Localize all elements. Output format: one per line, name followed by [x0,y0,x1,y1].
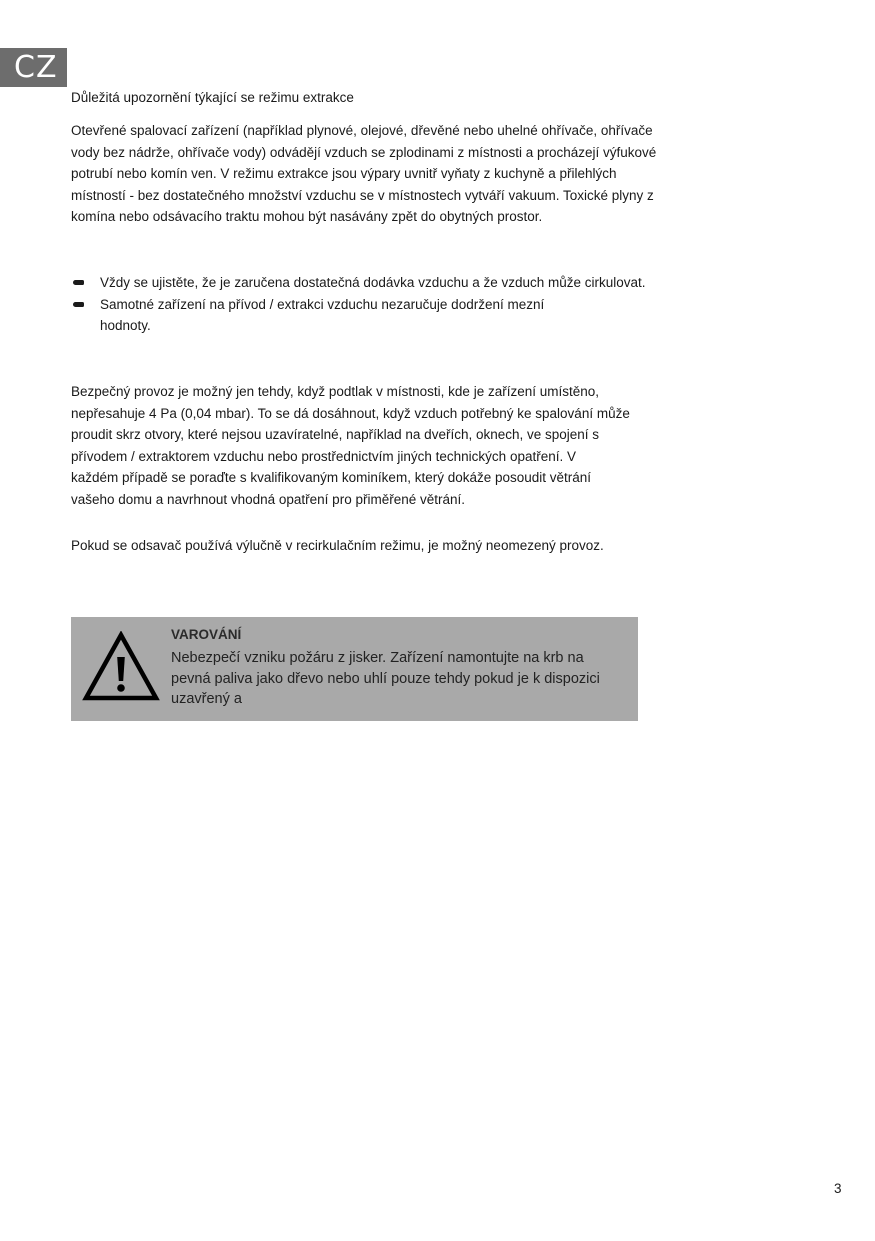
bullet-icon [73,280,84,285]
warning-line: pevná paliva jako dřevo nebo uhlí pouze tehdy pokud je k dispozici [171,670,600,687]
text-line: Otevřené spalovací zařízení (například plynové, olejové, dřevěné nebo uhelné ohřívače, ohřívače [71,123,653,138]
warning-line: Nebezpečí vzniku požáru z jisker. Zařízení namontujte na krb na [171,650,584,666]
text-line: komína nebo odsávacího traktu mohou být nasávány zpět do obytných prostor. [71,209,543,225]
warning-line: uzavřený a [171,691,242,707]
list-item-text: hodnoty. [100,318,151,334]
text-line: potrubí nebo komín ven. V režimu extrakce jsou výpary uvnitř vyňaty z kuchyně a přilehlých [71,166,617,182]
text-line: přívodem / extraktorem vzduchu nebo prostřednictvím jiných technických opatření. V [71,448,576,464]
list-item-text: Samotné zařízení na přívod / extrakci vzduchu nezaručuje dodržení mezní [100,296,545,312]
page-number: 3 [834,1181,842,1196]
warning-box [71,617,638,721]
paragraph-extraction-risk [71,120,656,228]
text-line: vody bez nádrže, ohřívače vody) odvádějí vzduch se zplodinami z místnosti a procházejí výfukové [71,144,657,160]
text-line: nepřesahuje 4 Pa (0,04 mbar). To se dá dosáhnout, když vzduch potřebný ke spalování může [71,405,630,421]
paragraph-recirculation [71,535,604,557]
warning-text [171,648,600,710]
warning-title: VAROVÁNÍ [171,627,242,642]
text-line: proudit skrz otvory, které nejsou uzavíratelné, například na dveřích, oknech, ve spojení s [71,427,600,443]
list-item [71,294,646,337]
bullet-list [71,272,646,337]
bullet-icon [73,302,84,307]
text-line: místností - bez dostatečného množství vzduchu se v místnostech vytváří vakuum. Toxické plyny z [71,187,654,203]
warning-triangle-icon [82,631,160,703]
paragraph-safe-operation [71,381,630,511]
text-line: vašeho domu a navrhnout vhodná opatření pro přiměřené větrání. [71,491,465,507]
text-line: Bezpečný provoz je možný jen tehdy, když podtlak v místnosti, kde je zařízení umístěno, [71,384,600,399]
list-item [71,272,646,294]
section-heading: Důležitá upozornění týkající se režimu extrakce [71,90,354,105]
list-item-text: Vždy se ujistěte, že je zaručena dostatečná dodávka vzduchu a že vzduch může cirkulovat. [100,275,646,290]
text-line: Pokud se odsavač používá výlučně v recirkulačním režimu, je možný neomezený provoz. [71,538,604,553]
language-tab: CZ [0,48,67,87]
text-line: každém případě se poraďte s kvalifikovaným kominíkem, který dokáže posoudit větrání [71,470,592,486]
